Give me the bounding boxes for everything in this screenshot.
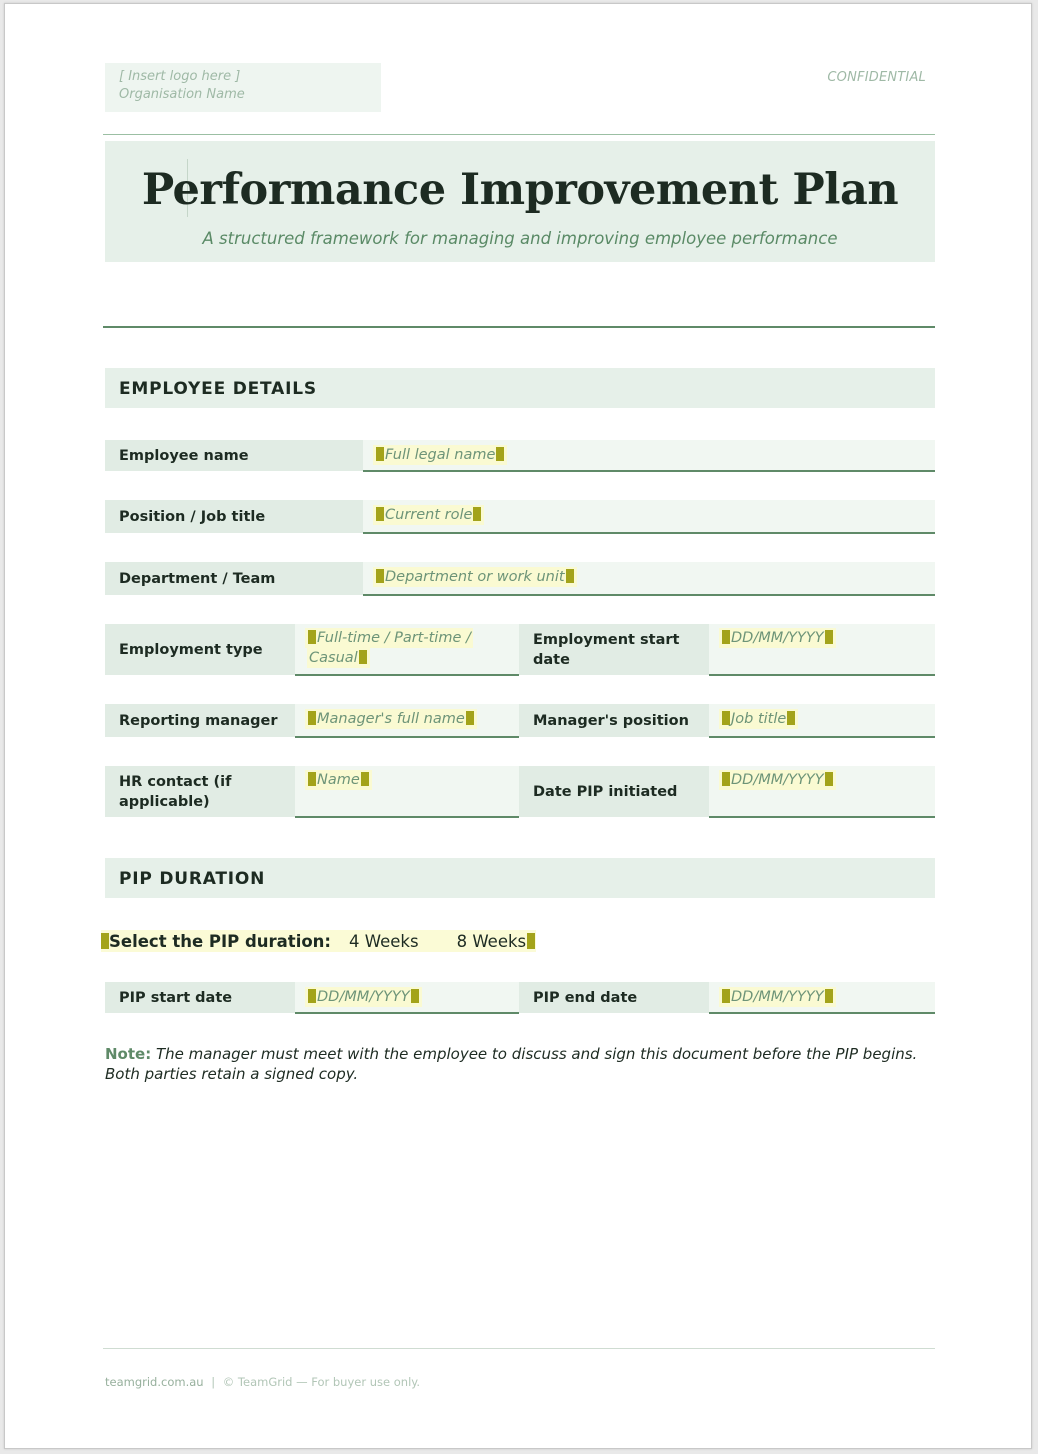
- footer: [105, 1375, 420, 1389]
- footer-separator: |: [211, 1375, 216, 1389]
- section-heading: PIP DURATION: [119, 869, 266, 889]
- page-subtitle: A structured framework for managing and improving employee performance: [202, 229, 838, 248]
- logo-placeholder-text: [ Insert logo here ]: [119, 69, 241, 84]
- employee-name-field[interactable]: [363, 440, 935, 472]
- employment-type-label: Employment type: [105, 624, 295, 675]
- department-field[interactable]: [363, 562, 935, 596]
- pip-start-field[interactable]: [295, 982, 519, 1014]
- pip-end-placeholder: DD/MM/YYYY: [719, 987, 836, 1007]
- title-divider: [103, 326, 935, 328]
- employment-type-placeholder-cont: Casual: [307, 648, 370, 668]
- section-pip-duration: [105, 858, 935, 898]
- footer-copyright: © TeamGrid — For buyer use only.: [222, 1375, 421, 1389]
- date-initiated-label: Date PIP initiated: [519, 766, 709, 817]
- date-initiated-placeholder: DD/MM/YYYY: [719, 770, 836, 790]
- employment-start-placeholder: DD/MM/YYYY: [719, 628, 836, 648]
- pip-start-placeholder: DD/MM/YYYY: [305, 987, 422, 1007]
- pip-start-label: PIP start date: [105, 982, 295, 1013]
- employee-name-label: Employee name: [105, 440, 363, 471]
- department-placeholder: Department or work unit: [373, 567, 577, 587]
- manager-position-field[interactable]: [709, 704, 935, 738]
- pip-end-field[interactable]: [709, 982, 935, 1014]
- manager-position-placeholder: Job title: [719, 709, 798, 729]
- date-initiated-field[interactable]: [709, 766, 935, 818]
- position-field[interactable]: [363, 500, 935, 534]
- hr-contact-placeholder: Name: [305, 770, 372, 790]
- pip-duration-selector: [101, 930, 536, 952]
- position-label: Position / Job title: [105, 500, 363, 533]
- employment-start-label: Employment start date: [519, 624, 709, 675]
- section-heading: EMPLOYEE DETAILS: [119, 379, 317, 399]
- option-8-weeks[interactable]: 8 Weeks: [456, 931, 527, 951]
- department-label: Department / Team: [105, 562, 363, 595]
- page-title: Performance Improvement Plan: [141, 165, 899, 215]
- confidential-label: CONFIDENTIAL: [827, 70, 926, 85]
- note-paragraph: [105, 1044, 935, 1084]
- footer-domain-link[interactable]: teamgrid.com.au: [105, 1375, 204, 1389]
- employment-type-placeholder: Full-time / Part-time /: [305, 628, 473, 648]
- note-prefix: Note:: [105, 1045, 152, 1063]
- logo-placeholder[interactable]: [105, 63, 381, 112]
- reporting-manager-label: Reporting manager: [105, 704, 295, 737]
- hr-contact-label: HR contact (if applicable): [105, 766, 295, 817]
- employee-name-placeholder: Full legal name: [373, 445, 507, 465]
- reporting-manager-placeholder: Manager's full name: [305, 709, 477, 729]
- organisation-name: Organisation Name: [119, 87, 245, 102]
- employment-type-field[interactable]: [295, 624, 519, 676]
- pip-end-label: PIP end date: [519, 982, 709, 1013]
- section-employee-details: [105, 368, 935, 408]
- hr-contact-field[interactable]: [295, 766, 519, 818]
- document-page: [4, 3, 1032, 1449]
- note-text: The manager must meet with the employee to discuss and sign this document before the PIP begins. Both parties retain a signed copy.: [105, 1045, 918, 1083]
- footer-divider: [103, 1348, 935, 1349]
- option-4-weeks[interactable]: 4 Weeks: [349, 931, 419, 951]
- employment-start-field[interactable]: [709, 624, 935, 676]
- header-divider: [103, 134, 935, 135]
- pip-duration-label: Select the PIP duration:: [109, 931, 332, 951]
- position-placeholder: Current role: [373, 505, 484, 525]
- reporting-manager-field[interactable]: [295, 704, 519, 738]
- title-band: [105, 141, 935, 262]
- manager-position-label: Manager's position: [519, 704, 709, 737]
